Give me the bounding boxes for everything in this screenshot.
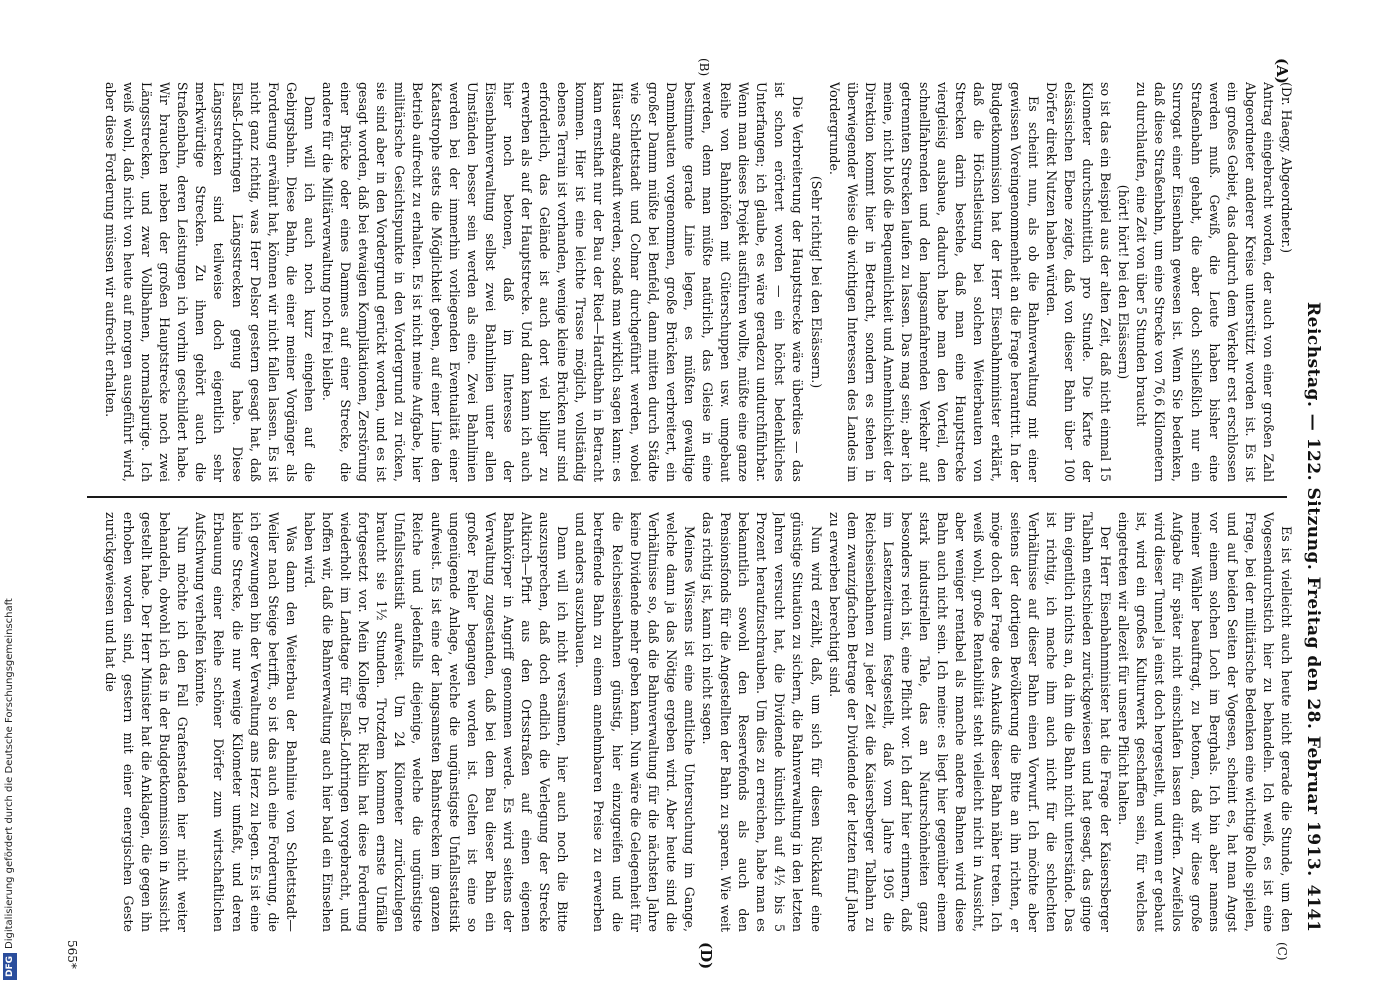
dfg-logo-icon: DFG — [3, 953, 17, 980]
paragraph: Was dann den Weiterbau der Bahnlinie von Schlettstadt—Weiler nach Steige betrifft, so ist das auch eine Forderung, die ich gezwungen bin der Verwaltung ans Herz zu legen. Es ist eine kleine Strecke, die nur wenige Kilometer umfaßt, und deren Erbauung einer Reihe schöner Dörfer zum wirtschaftlichen Aufschwung verhelfen könnte. — [193, 512, 299, 932]
paragraph: (Sehr richtig! bei den Elsässern.) — [808, 175, 824, 389]
paragraph: Meines Wissens ist eine amtliche Untersuchung im Gange, welche dann ja das Nötige ergeben wird. Aber heute sind die Verhältnisse so, daß die Bahnverwaltung für die nächsten Jahre keine Dividende mehr geben kann. Nun wäre die Gelegenheit für die Reichseisenbahnen günstig, hier einzugreifen und die betreffende Bahn zu einem annehmbaren Preise zu erwerben und anders auszubauen. — [573, 512, 697, 932]
sheet-signature: 565* — [65, 940, 79, 969]
margin-mark-b: (B) — [697, 58, 711, 77]
column-divider — [87, 496, 1287, 498]
page-header — [1299, 52, 1325, 932]
paragraph: Dann will ich auch noch kurz eingehen auf die Gebirgsbahn. Diese Bahn, die einer meiner Vorgänger als Forderung erwähnt hat, können wir nicht fallen lassen. Es ist nicht ganz richtig, was Herr Delsor gestern gesagt hat, daß Elsaß-Lothringen Längsstrecken genug habe. Diese Längsstrecken sind teilweise doch eigentlich sehr merkwürdige Strecken. Zu ihnen gehört auch die Straßenbahn, deren Leistungen ich vorhin geschildert habe. Wir brauchen neben der großen Hauptstrecke noch zwei Längsstrecken, und zwar Vollbahnen, normalspurige. Ich weiß wohl, daß nicht von heute auf morgen ausgeführt wird, aber diese Forderung müssen wir aufrecht erhalten. — [102, 82, 317, 482]
margin-mark-d: (D) — [697, 942, 715, 970]
paragraph: Dann will ich nicht versäumen, hier auch noch die Bitte auszusprechen, daß doch endlich die Verlegung der Strecke Altkirch—Pfirt aus den Ortsstraßen auf einen eigenen Bahnkörper in Angriff genommen werde. Es wird seitens der Verwaltung zugestanden, daß bei dem Bau dieser Bahn ein großer Fehler begangen worden ist. Gelten ist eine so ungenügende Anlage, welche die ungünstigste Unfallsstatistik aufweist. Es ist eine der langsamsten Bahnstrecken im ganzen Reiche und jedenfalls diejenige, welche die ungünstigste Unfallsstatistik aufweist. Um 24 Kilometer zurückzulegen braucht sie 1½ Stunden. Trotzdem kommen ernste Unfälle fortgesetzt vor. Mein Kollege Dr. Ricklin hat diese Forderung wiederholt im Landtage für Elsaß-Lothringen vorgebracht, und hoffen wir, daß die Bahnverwaltung auch hier bald ein Einsehen haben wird. — [301, 512, 571, 932]
header-title: Reichstag. — 122. Sitzung. Freitag den 28. Februar 1913. — [1303, 302, 1323, 877]
paragraph: Nun wird erzählt, daß, um sich für diesen Rückkauf eine günstige Situation zu sichern, die Bahnverwaltung in den letzten Jahren versucht hat, die Dividende künstlich auf 4½ bis 5 Prozent heraufzuschrauben. Um dies zu erreichen, habe man es bekanntlich sowohl den Reservefonds als auch den Pensionsfonds für die Angestellten der Bahn zu sparen. Wie weit das richtig ist, kann ich nicht sagen. — [700, 512, 824, 932]
paragraph: (hört! hört! bei den Elsässern) — [1116, 184, 1132, 380]
paragraph: Antrag eingebracht worden, der auch von einer großen Zahl Abgeordneter anderer Kreise unterstützt worden ist. Es ist ein großes Gebiet, das dadurch dem Verkehr erst erschlossen werden muß. Gewiß, die Leute haben bisher eine Straßenbahn gehabt, die aber doch schließlich nur ein Surrogat einer Eisenbahn gewesen ist. Wenn Sie bedenken, daß diese Straßenbahn, um eine Strecke von 76,6 Kilometern zu durchlaufen, eine Zeit von über 5 Stunden braucht — [1134, 82, 1276, 482]
paragraph: Die Verbreiterung der Hauptstrecke wäre überdies — das ist schon erörtert worden — ein höchst bedenkliches Unterfangen; ich glaube, es wäre geradezu undurchführbar. Wenn man dieses Projekt ausführen wollte, müßte eine ganze Reihe von Bahnhöfen mit Güterschuppen usw. umgebaut werden, denn man müßte natürlich, das Gleise in eine bestimmte gerade Linie legen, es müßten gewaltige Dammbauten vorgenommen, große Brücken verbreitert, ein großer Damm müßte bei Benfeld, dann mitten durch Städte wie Schlettstadt und Colmar durchgeführt werden, wobei Häuser angekauft werden, sodaß man wirklich sagen kann: es kann ernsthaft nur der Bau der Ried—Hardtbahn in Betracht kommen. Hier ist eine leichte Trasse möglich, vollständig ebenes Terrain ist vorhanden, wenige kleine Brücken nur sind erforderlich, das Gelände ist auch dort viel billiger zu erwerben als auf der Hauptstrecke. Und dann kann ich auch hier noch betonen, daß im Interesse der Eisenbahnverwaltung selbst zwei Bahnlinien unter allen Umständen besser sein werden als eine. Zwei Bahnlinien werden bei der immerhin vorliegenden Eventualität einer Katastrophe stets die Möglichkeit geben, auf einer Linie den Betrieb aufrecht zu erhalten. Es ist nicht meine Aufgabe, hier militärische Gesichtspunkte in den Vordergrund zu rücken, sie sind aber in den Vordergrund gerückt worden, und es ist gesagt worden, daß bei etwaigen Komplikationen, Zerstörung einer Brücke oder eines Dammes auf einer Strecke, die andere für die Militärverwaltung noch frei bleibe. — [320, 82, 806, 482]
paragraph: Der Herr Eisenbahnminister hat die Frage der Kaisersberger Talbahn entschieden zurückgewiesen und hat gesagt, das ginge ihn eigentlich nichts an, da ihm die Bahn nicht unterstände. Das ist richtig, ich mache ihm auch nicht für die schlechten Verhältnisse auf dieser Bahn einen Vorwurf. Ich möchte aber seitens der dortigen Bevölkerung die Bitte an ihn richten, er möge doch der Frage des Ankaufs dieser Bahn näher treten. Ich weiß wohl, große Rentabilität steht vielleicht nicht in Aussicht, aber weniger rentabel als manche andere Bahnen wird diese Bahn auch nicht sein. Ich meine: es liegt hier gegenüber einem stark industriellen Tale, das an Naturschönheiten ganz besonders reich ist, eine Pflicht vor. Ich darf hier erinnern, daß im Lastenzeitraum festgestellt, daß vom Jahre 1905 die Reichseisenbahnen zu jeder Zeit die Kaisersberger Talbahn zu dem zwanzigfachen Betrage der Dividende der letzten fünf Jahre zu erwerben berechtigt sind. — [826, 512, 1114, 932]
side-attribution-text: Digitalisierung gefördert durch die Deutsche Forschungsgemeinschaft — [4, 598, 15, 949]
right-column — [95, 512, 1295, 932]
margin-mark-c: (C) — [1275, 942, 1289, 961]
margin-mark-a: (A) — [1273, 58, 1291, 84]
side-attribution — [0, 0, 20, 1000]
paragraph: so ist das ein Beispiel aus der alten Zeit, daß nicht einmal 15 Kilometer durchschnittlich pro Stunde. Die Karte der elsässischen Ebene zeigte, daß von dieser Bahn über 100 Dörfer direkt Nutzen haben würden. — [1043, 82, 1114, 482]
paragraph: Es ist vielleicht auch heute nicht gerade die Stunde, um den Vogesendurchstich hier zu behandeln. Ich weiß, es ist eine Frage, bei der militärische Bedenken eine wichtige Rolle spielen, und auf beiden Seiten der Vogesen, scheint es, hat man Angst vor einem solchen Loch im Berghals. Ich bin aber namens meiner Wähler beauftragt, zu betonen, daß wir diese große Aufgabe für später nicht einschlafen lassen dürfen. Zweifellos wird dieser Tunnel ja einst doch hergestellt, und wenn er gebaut ist, wird ein großes Kulturwerk geschaffen sein, für welches eingetreten wir allezeit für unsere Pflicht halten. — [1116, 512, 1294, 932]
page-number: 4141 — [1303, 884, 1323, 932]
left-column — [95, 82, 1295, 482]
paragraph: (Dr. Haegy, Abgeordneter.) — [1279, 82, 1294, 254]
paragraph: Nun möchte ich den Fall Grafenstaden hier nicht weiter behandeln, obwohl ich das in der Budgetkommission in Aussicht gestellt habe. Der Herr Minister hat die Anklagen, die gegen ihn erhoben worden sind, gestern mit einer energischen Geste zurückgewiesen und hat die — [102, 512, 191, 932]
paragraph: Es scheint nun, als ob die Bahnverwaltung mit einer gewissen Voreingenommenheit an die Frage herantritt. In der Budgetkommission hat der Herr Eisenbahnminister erklärt, daß die Höchstleistung bei solchen Weiterbauten von Strecken darin bestehe, daß man eine Hauptstrecke viergleisig ausbaue, dadurch habe man den Vorteil, den schnellfahrenden und den langsamfahrenden Verkehr auf getrennten Strecken laufen zu lassen. Das mag sein; aber ich meine, nicht bloß die Bequemlichkeit und Annehmlichkeit der Direktion kommt hier in Betracht, sondern es stehen in überwiegender Weise die wichtigen Interessen des Landes im Vordergrunde. — [826, 82, 1041, 482]
